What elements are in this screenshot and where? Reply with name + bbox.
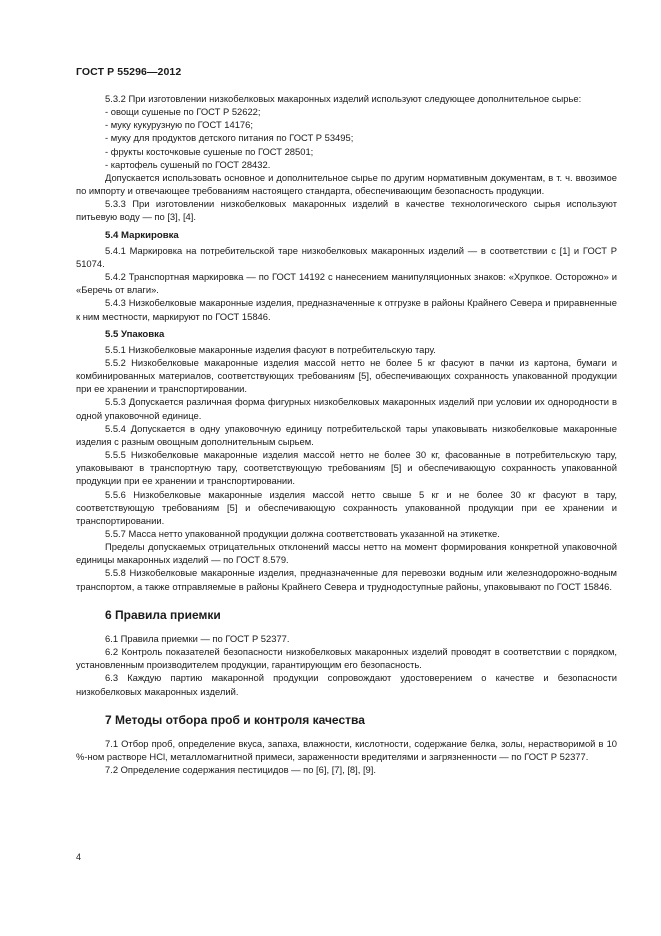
paragraph-5-5-5: 5.5.5 Низкобелковые макаронные изделия массой нетто не более 30 кг, фасованные в потребительскую тару, упаковывают в транспортную тару, соответствующую требованиям [5] и обеспечивающую сохранность упакованной продукции при ее хранении и транспортировании. <box>76 449 617 487</box>
paragraph-5-3-3: 5.3.3 При изготовлении низкобелковых макаронных изделий в качестве технологического сырья используют питьевую воду — по [3], [4]. <box>76 198 617 223</box>
paragraph-5-5-7-note: Пределы допускаемых отрицательных отклонений массы нетто на момент формирования конкретной упаковочной единицы макаронных изделий — по ГОСТ 8.579. <box>76 541 617 566</box>
paragraph-5-4-2: 5.4.2 Транспортная маркировка — по ГОСТ 14192 с нанесением манипуляционных знаков: «Хрупкое. Осторожно» и «Беречь от влаги». <box>76 271 617 296</box>
list-item: - овощи сушеные по ГОСТ Р 52622; <box>105 106 261 118</box>
raw-materials-list <box>76 105 617 171</box>
list-item: - фрукты косточковые сушеные по ГОСТ 28501; <box>105 145 314 157</box>
paragraph-7-1: 7.1 Отбор проб, определение вкуса, запаха, влажности, кислотности, содержание белка, золы, нерастворимой в 10 %-ном растворе HCl, металломагнитной примеси, зараженности вредителями и загрязненности — по ГОСТ Р 52377. <box>76 737 617 763</box>
paragraph-6-2: 6.2 Контроль показателей безопасности низкобелковых макаронных изделий проводят в соответствии с порядком, установленным производителем продукции, гарантирующим его безопасность. <box>76 646 617 671</box>
document-header: ГОСТ Р 55296—2012 <box>76 66 182 78</box>
paragraph-5-3-2-note: Допускается использовать основное и дополнительное сырье по другим нормативным документам, в т. ч. ввозимое по импорту и отвечающее требованиям настоящего стандарта, обеспечивающим безопасность продукции. <box>76 171 617 197</box>
paragraph-6-3: 6.3 Каждую партию макаронной продукции сопровождают удостоверением о качестве и безопасности низкобелковых макаронных изделий. <box>76 672 617 697</box>
paragraph-5-5-7: 5.5.7 Масса нетто упакованной продукции должна соответствовать указанной на этикетке. <box>105 528 500 539</box>
paragraph-5-4-3: 5.4.3 Низкобелковые макаронные изделия, предназначенные к отгрузке в районы Крайнего Севера и приравненные к ним местности, маркируют по ГОСТ 15846. <box>76 297 617 322</box>
document-body <box>76 92 617 776</box>
page-number: 4 <box>76 852 82 862</box>
list-item: - муку для продуктов детского питания по ГОСТ Р 53495; <box>105 132 354 144</box>
section-heading-6: 6 Правила приемки <box>105 607 221 622</box>
section-heading-7: 7 Методы отбора проб и контроля качества <box>105 712 365 727</box>
paragraph-5-5-1: 5.5.1 Низкобелковые макаронные изделия фасуют в потребительскую тару. <box>105 343 436 355</box>
paragraph-5-5-8: 5.5.8 Низкобелковые макаронные изделия, предназначенные для перевозки водным или железнодорожно-водным транспортом, а также отправляемые в районы Крайнего Севера и труднодоступные районы, упаковывают по ГОСТ 15846. <box>76 567 617 592</box>
paragraph-5-5-4: 5.5.4 Допускается в одну упаковочную единицу потребительской тары упаковывать низкобелковые макаронные изделия с разным овощным дополнительным сырьем. <box>76 422 617 447</box>
paragraph-6-1: 6.1 Правила приемки — по ГОСТ Р 52377. <box>105 632 290 644</box>
paragraph-5-4-1: 5.4.1 Маркировка на потребительской таре низкобелковых макаронных изделий — в соответствии с [1] и ГОСТ Р 51074. <box>76 244 617 269</box>
paragraph-5-5-6: 5.5.6 Низкобелковые макаронные изделия массой нетто свыше 5 кг и не более 30 кг фасуют в тару, соответствующую требованиям [5] и обеспечивающую сохранность упакованной продукции при ее хранении и транспортировании. <box>76 488 617 526</box>
subsection-heading-5-5: 5.5 Упаковка <box>105 328 165 340</box>
paragraph-5-3-2: 5.3.2 При изготовлении низкобелковых макаронных изделий используют следующее дополнительное сырье: <box>105 93 582 104</box>
list-item: - муку кукурузную по ГОСТ 14176; <box>105 119 253 131</box>
paragraph-5-5-2: 5.5.2 Низкобелковые макаронные изделия массой нетто не более 5 кг фасуют в пачки из картона, бумаги и комбинированных материалов, соответствующих требованиям [5], обеспечивающих сохранность упакованной продукции при ее хранении и транспортировании. <box>76 356 617 395</box>
subsection-heading-5-4: 5.4 Маркировка <box>105 229 179 241</box>
paragraph-7-2: 7.2 Определение содержания пестицидов — по [6], [7], [8], [9]. <box>105 764 376 776</box>
list-item: - картофель сушеный по ГОСТ 28432. <box>105 158 271 170</box>
paragraph-5-5-3: 5.5.3 Допускается различная форма фигурных низкобелковых макаронных изделий при условии их однородности в одной упаковочной единице. <box>76 396 617 421</box>
